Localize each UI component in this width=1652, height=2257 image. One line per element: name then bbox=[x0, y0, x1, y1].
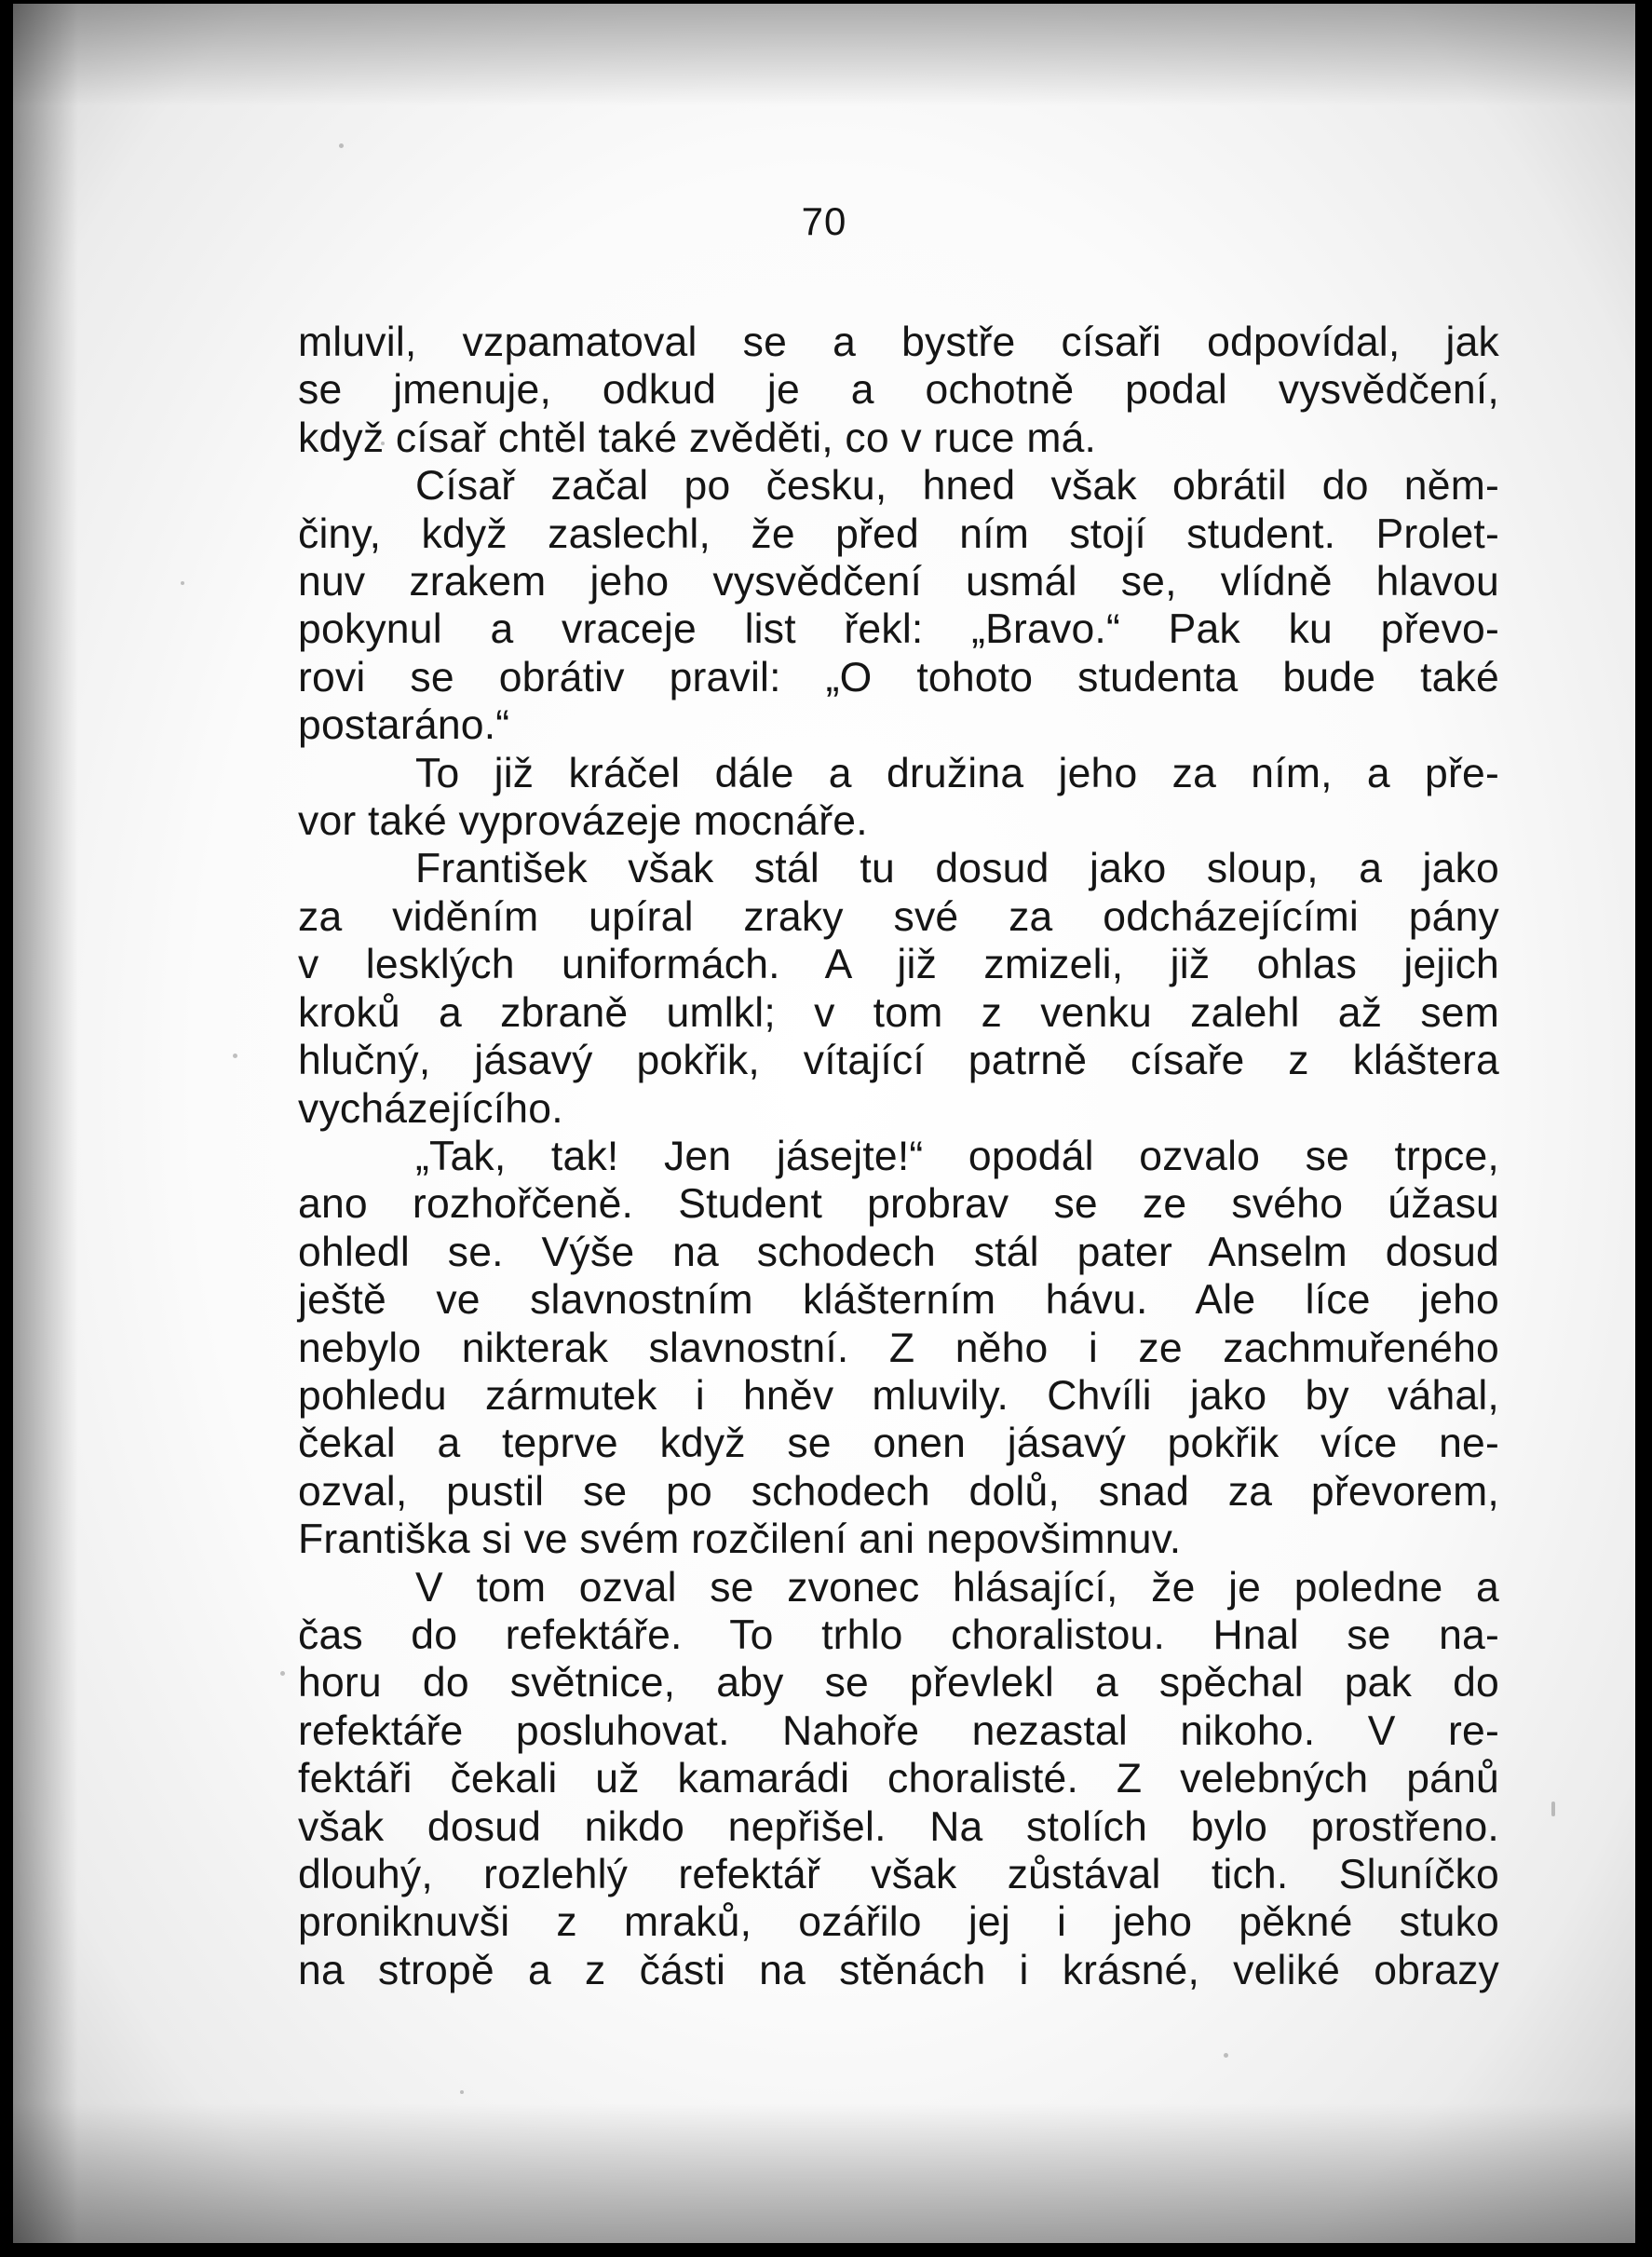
scan-speck bbox=[233, 1054, 237, 1058]
text-line: ozval, pustil se po schodech dolů, snad za převorem, bbox=[298, 1468, 1499, 1515]
text-line: fektáři čekali už kamarádi choralisté. Z velebných pánů bbox=[298, 1756, 1499, 1802]
text-line: činy, když zaslechl, že před ním stojí student. Prolet- bbox=[298, 510, 1499, 557]
text-line: To již kráčel dále a družina jeho za ním, a pře- bbox=[415, 750, 1499, 796]
text-line: v lesklých uniformách. A již zmizeli, již ohlas jejich bbox=[298, 942, 1499, 988]
scan-speck bbox=[181, 581, 184, 585]
text-line: mluvil, vzpamatoval se a bystře císaři odpovídal, jak bbox=[298, 320, 1499, 365]
text-line: na stropě a z části na stěnách i krásné, veliké obrazy bbox=[298, 1947, 1499, 1993]
text-line: postaráno.“ bbox=[298, 702, 510, 749]
text-line: kroků a zbraně umlkl; v tom z venku zalehl až sem bbox=[298, 989, 1499, 1036]
text-line: Císař začal po česku, hned však obrátil do něm- bbox=[415, 463, 1499, 510]
text-line: „Tak, tak! Jen jásejte!“ opodál ozvalo se trpce, bbox=[415, 1133, 1499, 1179]
scan-shadow-top bbox=[13, 4, 1635, 106]
text-line: když císař chtěl také zvěděti, co v ruce má. bbox=[298, 415, 1097, 461]
scan-speck bbox=[1224, 2053, 1228, 2058]
text-line: pokynul a vraceje list řekl: „Bravo.“ Pak ku převo- bbox=[298, 606, 1499, 653]
text-line: však dosud nikdo nepřišel. Na stolích bylo prostřeno. bbox=[298, 1803, 1499, 1850]
text-line: proniknuvši z mraků, ozářilo jej i jeho pěkné stuko bbox=[298, 1899, 1499, 1946]
text-line: ještě ve slavnostním klášterním hávu. Ale líce jeho bbox=[298, 1277, 1499, 1324]
scan-speck bbox=[1551, 1802, 1555, 1816]
text-line: ohledl se. Výše na schodech stál pater Anselm dosud bbox=[298, 1229, 1499, 1275]
text-line: František však stál tu dosud jako sloup, a jako bbox=[415, 846, 1499, 892]
text-line: pohledu zármutek i hněv mluvily. Chvíli jako by váhal, bbox=[298, 1372, 1499, 1419]
text-line: rovi se obrátiv pravil: „O tohoto studenta bude také bbox=[298, 654, 1499, 700]
text-line: ano rozhořčeně. Student probrav se ze svého úžasu bbox=[298, 1181, 1499, 1228]
scan-shadow-bottom bbox=[13, 2103, 1635, 2243]
text-line: nuv zrakem jeho vysvědčení usmál se, vlídně hlavou bbox=[298, 559, 1499, 605]
text-line: V tom ozval se zvonec hlásající, že je poledne a bbox=[415, 1564, 1499, 1611]
text-line: za viděním upíral zraky své za odcházejícími pány bbox=[298, 893, 1499, 940]
body-text bbox=[298, 319, 1499, 1994]
text-line: vycházejícího. bbox=[298, 1085, 563, 1132]
page-number: 70 bbox=[801, 199, 847, 243]
text-line: čekal a teprve když se onen jásavý pokřik více ne- bbox=[298, 1421, 1499, 1467]
text-line: Františka si ve svém rozčilení ani nepovšimnuv. bbox=[298, 1516, 1182, 1563]
text-line: vor také vyprovázeje mocnáře. bbox=[298, 798, 868, 845]
text-line: refektáře posluhovat. Nahoře nezastal nikoho. V re- bbox=[298, 1707, 1499, 1754]
scan-speck bbox=[339, 143, 344, 148]
text-line: dlouhý, rozlehlý refektář však zůstával tich. Sluníčko bbox=[298, 1852, 1499, 1897]
text-line: čas do refektáře. To trhlo choralistou. Hnal se na- bbox=[298, 1611, 1499, 1658]
text-line: se jmenuje, odkud je a ochotně podal vysvědčení, bbox=[298, 367, 1499, 414]
text-line: hlučný, jásavý pokřik, vítající patrně císaře z kláštera bbox=[298, 1038, 1499, 1084]
book-page bbox=[13, 4, 1635, 2243]
scan-shadow-left bbox=[13, 4, 78, 2243]
text-line: nebylo nikterak slavnostní. Z něho i ze zachmuřeného bbox=[298, 1325, 1499, 1371]
text-line: horu do světnice, aby se převlekl a spěchal pak do bbox=[298, 1660, 1499, 1706]
scan-speck bbox=[280, 1671, 285, 1676]
scan-speck bbox=[460, 2090, 464, 2094]
